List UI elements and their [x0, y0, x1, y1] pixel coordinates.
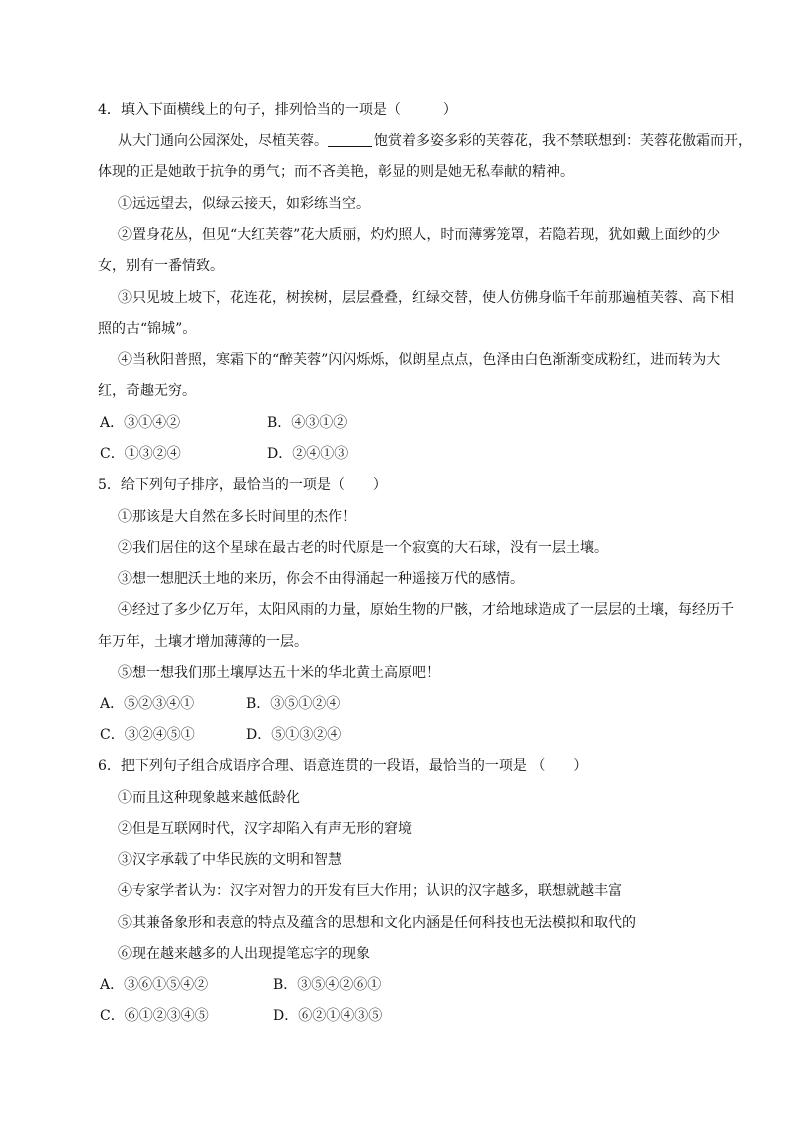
question-4-passage-line-1: [118, 131, 752, 151]
question-4-option-c[interactable]: C．①③②④: [100, 446, 181, 462]
question-5-option-d[interactable]: D．⑤①③②④: [246, 727, 342, 743]
question-5-sentence-3: ③想一想肥沃土地的来历，你会不由得涌起一种遥接万代的感情。: [118, 571, 524, 587]
question-5-sentence-4-cont: 年万年，土壤才增加薄薄的一层。: [98, 634, 308, 650]
question-4-sentence-2-cont: 女，别有一番情致。: [98, 258, 224, 274]
question-4-sentence-2: ②置身花丛，但见“大红芙蓉”花大质丽，灼灼照人，时而薄雾笼罩，若隐若现，犹如戴上面纱的少: [118, 227, 721, 243]
question-6-option-c[interactable]: C．⑥①②③④⑤: [100, 1008, 209, 1024]
question-4-sentence-4-cont: 红，奇趣无穷。: [98, 383, 196, 399]
question-5-sentence-5: ⑤想一想我们那土壤厚达五十米的华北黄土高原吧！: [118, 665, 440, 681]
fill-blank: [328, 132, 372, 147]
question-4-stem: 4．填入下面横线上的句子，排列恰当的一项是（ ）: [98, 102, 457, 118]
question-5-option-a[interactable]: A．⑤②③④①: [100, 696, 195, 712]
passage-text-a: 从大门通向公园深处，尽植芙蓉。: [118, 133, 328, 149]
question-4-passage-line-2: 体现的正是她敢于抗争的勇气；而不吝美艳，彰显的则是她无私奉献的精神。: [98, 164, 574, 180]
question-4-option-a[interactable]: A．③①④②: [100, 415, 181, 431]
question-6-sentence-4: ④专家学者认为：汉字对智力的开发有巨大作用；认识的汉字越多，联想就越丰富: [118, 883, 622, 899]
question-4-sentence-3: ③只见坡上坡下，花连花，树挨树，层层叠叠，红绿交替，使人仿佛身临千年前那遍植芙蓉、高下相: [118, 290, 734, 306]
question-4-sentence-1: ①远远望去，似绿云接天，如彩练当空。: [118, 196, 370, 212]
question-6-sentence-1: ①而且这种现象越来越低龄化: [118, 790, 300, 806]
question-4-sentence-3-cont: 照的古“锦城”。: [98, 321, 197, 337]
question-6-sentence-3: ③汉字承载了中华民族的文明和智慧: [118, 852, 342, 868]
question-6-option-b[interactable]: B．③⑤④②⑥①: [273, 977, 382, 993]
question-5-option-b[interactable]: B．③⑤①②④: [246, 696, 341, 712]
passage-text-b: 饱赏着多姿多彩的芙蓉花，我不禁联想到：芙蓉花傲霜而开，: [374, 133, 752, 149]
question-6-option-a[interactable]: A．③⑥①⑤④②: [100, 977, 209, 993]
question-6-stem: 6．把下列句子组合成语序合理、语意连贯的一段语，最恰当的一项是 （ ）: [98, 758, 588, 774]
question-6-sentence-6: ⑥现在越来越多的人出现提笔忘字的现象: [118, 946, 370, 962]
question-6-option-d[interactable]: D．⑥②①④③⑤: [273, 1008, 383, 1024]
question-6-sentence-5: ⑤其兼备象形和表意的特点及蕴含的思想和文化内涵是任何科技也无法模拟和取代的: [118, 915, 636, 931]
question-5-sentence-2: ②我们居住的这个星球在最古老的时代原是一个寂寞的大石球，没有一层土壤。: [118, 540, 608, 556]
question-5-stem: 5．给下列句子排序，最恰当的一项是（ ）: [98, 477, 387, 493]
question-6-sentence-2: ②但是互联网时代，汉字却陷入有声无形的窘境: [118, 821, 412, 837]
question-4-sentence-4: ④当秋阳普照，寒霜下的“醉芙蓉”闪闪烁烁，似朗星点点，色泽由白色渐渐变成粉红，进而转为大: [118, 352, 721, 368]
question-5-option-c[interactable]: C．③②④⑤①: [100, 727, 195, 743]
question-5-sentence-1: ①那该是大自然在多长时间里的杰作！: [118, 509, 356, 525]
question-4-option-d[interactable]: D．②④①③: [267, 446, 349, 462]
question-5-sentence-4: ④经过了多少亿万年，太阳风雨的力量，原始生物的尸骸，才给地球造成了一层层的土壤，每经历千: [118, 602, 734, 618]
question-4-option-b[interactable]: B．④③①②: [267, 415, 348, 431]
